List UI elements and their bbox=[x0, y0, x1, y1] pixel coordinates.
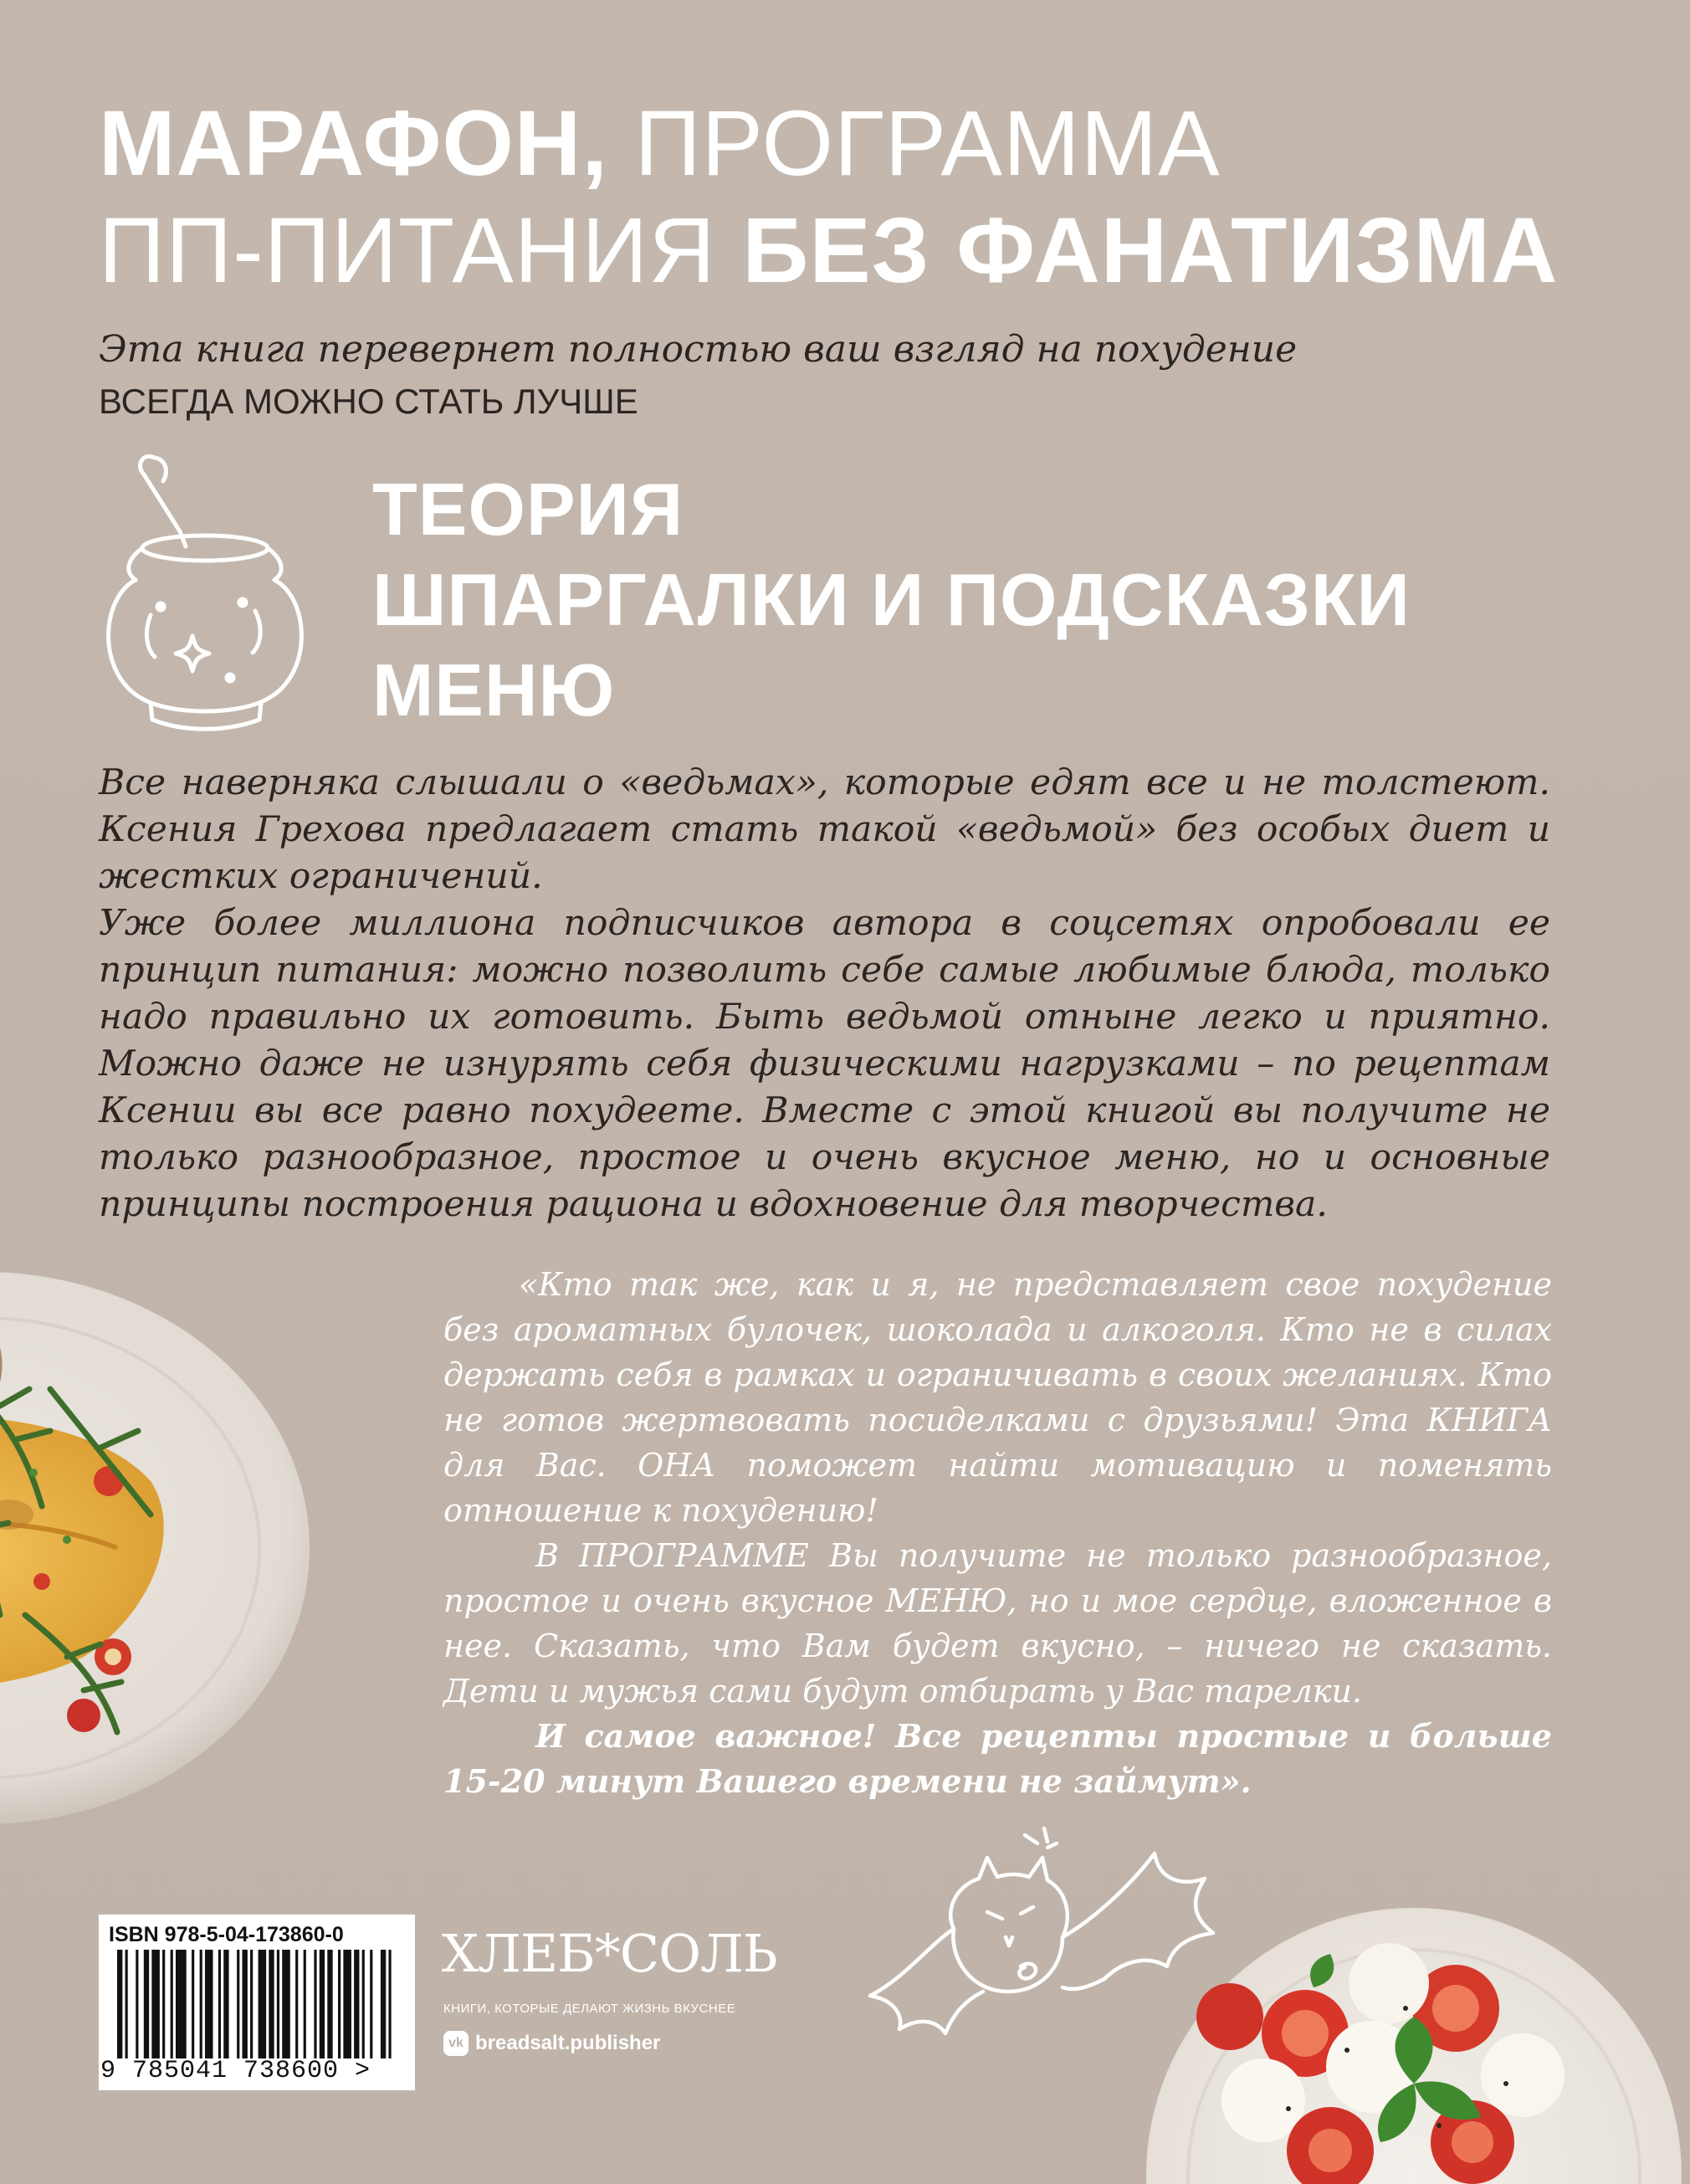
headline bbox=[99, 90, 1558, 305]
barcode-icon bbox=[117, 1950, 397, 2058]
section-title-line-1: ТЕОРИЯ bbox=[372, 468, 684, 551]
description bbox=[99, 760, 1550, 1228]
tagline-line-1: Эта книга перевернет полностью ваш взгляд на похудение bbox=[99, 328, 1298, 371]
author-quote bbox=[443, 1262, 1552, 1804]
description-paragraph-2: Уже более миллиона подписчиков автора в соцсетях опробовали ее принцип питания: можно позволить себе самые любимые блюда, только надо правильно их готовить. Быть ведьмой отныне легко и приятно. Можно даже не изнурять себя физическими нагрузками – по рецептам Ксении вы все равно похудеете. Вместе с этой книгой вы получите не только разнообразное, простое и очень вкусное меню, но и основные принципы построения рациона и вдохновение для творчества. bbox=[99, 903, 1550, 1225]
vk-icon: vk bbox=[443, 2031, 469, 2056]
section-title bbox=[372, 464, 1411, 736]
publisher-slogan: КНИГИ, КОТОРЫЕ ДЕЛАЮТ ЖИЗНЬ ВКУСНЕЕ bbox=[443, 2002, 736, 2016]
jar-spoon-icon bbox=[92, 448, 310, 732]
quote-paragraph-1: «Кто так же, как и я, не представляет свое похудение без ароматных булочек, шоколада и алкоголя. Кто не в силах держать себя в рамках и ограничивать в своих желаниях. Кто не готов жертвовать посиделками с друзьями! Эта КНИГА для Вас. ОНА поможет найти мотивацию и поменять отношение к похудению! bbox=[443, 1266, 1552, 1529]
headline-line-1: МАРАФОН, ПРОГРАММА bbox=[99, 92, 1221, 195]
publisher-social-handle[interactable]: breadsalt.publisher bbox=[475, 2032, 661, 2054]
section-title-line-3: МЕНЮ bbox=[372, 649, 616, 731]
isbn-label: ISBN 978-5-04-173860-0 bbox=[109, 1923, 344, 1946]
headline-line-2: ПП-ПИТАНИЯ БЕЗ ФАНАТИЗМА bbox=[99, 199, 1559, 302]
barcode-digits: 9 785041 738600 > bbox=[100, 2057, 371, 2085]
quote-paragraph-2: В ПРОГРАММЕ Вы получите не только разнообразное, простое и очень вкусное МЕНЮ, но и мое сердце, вложенное в нее. Сказать, что Вам будет вкусно, – ничего не сказать. Дети и мужья сами будут отбирать у Вас тарелки. bbox=[443, 1537, 1552, 1710]
quote-paragraph-3: И самое важное! Все рецепты простые и больше 15-20 минут Вашего времени не займут». bbox=[443, 1717, 1552, 1800]
omelette-plate-image bbox=[0, 1264, 318, 1833]
caprese-plate-image bbox=[1138, 1908, 1690, 2184]
section-title-line-2: ШПАРГАЛКИ И ПОДСКАЗКИ bbox=[372, 558, 1411, 641]
description-paragraph-1: Все наверняка слышали о «ведьмах», которые едят все и не толстеют. Ксения Грехова предлагает стать такой «ведьмой» без особых диет и жестких ограничений. bbox=[99, 762, 1550, 897]
tagline-line-2: ВСЕГДА МОЖНО СТАТЬ ЛУЧШЕ bbox=[99, 382, 638, 421]
isbn-barcode bbox=[99, 1915, 415, 2090]
publisher-logo: ХЛЕБ*СОЛЬ bbox=[442, 1923, 777, 1984]
